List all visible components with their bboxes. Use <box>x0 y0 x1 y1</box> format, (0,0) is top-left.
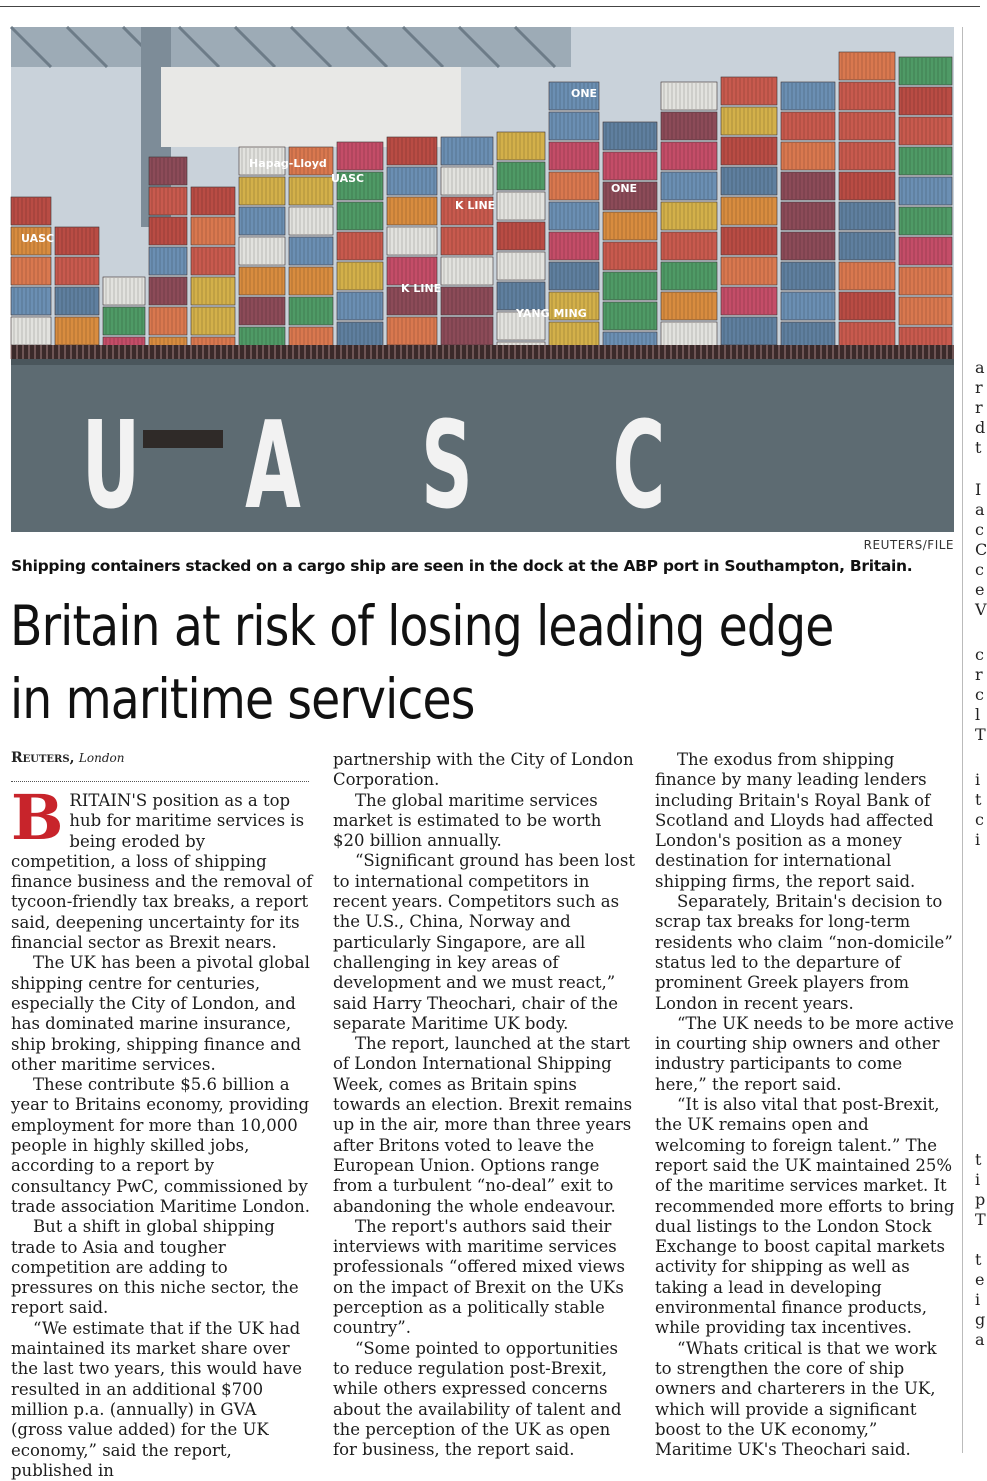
adjacent-article-glyph: a <box>975 500 985 519</box>
article-paragraph: The report's authors said their interviews with maritime services professionals “offered mixed views on the impact of Brexit on the UKs perception as a politically stable country”. <box>333 1216 625 1338</box>
container <box>721 287 777 315</box>
drop-cap: B <box>11 781 64 854</box>
container <box>441 257 493 285</box>
photo-credit: REUTERS/FILE <box>863 538 954 552</box>
article-paragraph: The UK has been a pivotal global shipping centre for centuries, especially the City of London, and has dominated marine insurance, ship broking, shipping finance and other maritime services. <box>11 953 310 1074</box>
deck-railing <box>11 345 954 359</box>
adjacent-article-glyph: r <box>975 378 983 397</box>
article-paragraph: “We estimate that if the UK had maintained its market share over the last two years, this would have resulted in an additional $700 million p.a. (annually) in GVA (gross value added) for the UK economy,” said the report, published in <box>11 1318 302 1480</box>
container <box>721 317 777 345</box>
article-paragraph: These contribute $5.6 billion a year to Britains economy, providing employment for more than 10,000 people in highly skilled jobs, according to a report by consultancy PwC, commissioned by trade association Maritime London. <box>11 1075 311 1216</box>
container <box>441 287 493 315</box>
headline-line-1: Britain at risk of losing leading edge <box>10 594 834 658</box>
article-paragraph: partnership with the City of London Corporation. <box>333 750 634 790</box>
container <box>839 142 895 170</box>
byline-location: London <box>78 751 125 765</box>
container <box>721 77 777 105</box>
cargo-ship-illustration <box>11 27 954 537</box>
article-column-1 <box>11 781 313 1481</box>
headline <box>10 590 834 736</box>
article-paragraph: “It is also vital that post-Brexit, the UK remains open and welcoming to foreign talent.” The report said the UK maintained 25% of the maritime services market. It recommended more efforts to bring dual listings to the London Stock Exchange to boost capital markets activity for shipping as well as taking a lead in developing environmental finance products, while providing tax incentives. <box>655 1095 955 1338</box>
adjacent-article-glyph: c <box>975 520 984 539</box>
container-logo: YANG MING <box>516 307 587 320</box>
container <box>441 317 493 345</box>
adjacent-article-glyph: C <box>975 540 987 559</box>
adjacent-article-glyph: d <box>975 418 986 437</box>
article-column-3 <box>655 750 957 1460</box>
adjacent-article-glyph: i <box>975 770 981 789</box>
article-paragraph: But a shift in global shipping trade to Asia and tougher competition are adding to pressures on this niche sector, the report said. <box>11 1217 299 1318</box>
headline-line-2: in maritime services <box>10 667 475 731</box>
container <box>441 227 493 255</box>
article-paragraph: “Significant ground has been lost to international competitors in recent years. Competitors such as the U.S., China, Norway and particularly Singapore, are all challenging in key areas of development and we must react,” said Harry Theochari, chair of the separate Maritime UK body. <box>333 851 635 1033</box>
container-logo: UASC <box>21 232 55 245</box>
container <box>11 197 51 225</box>
container <box>661 262 717 290</box>
crane-boom <box>11 27 571 67</box>
adjacent-article-glyph: g <box>975 1310 986 1329</box>
adjacent-article-glyph: l <box>975 705 981 724</box>
hull-band <box>11 359 954 365</box>
container-logo: ONE <box>611 182 638 195</box>
container <box>721 167 777 195</box>
adjacent-article-glyph: t <box>975 438 982 457</box>
container-logo: K LINE <box>455 199 496 212</box>
article-paragraph: “Some pointed to opportunities to reduce regulation post-Brexit, while others expressed concerns about the availability of talent and the perception of the UK as open for business, the report said. <box>333 1338 622 1460</box>
adjacent-article-glyph: V <box>975 600 987 619</box>
container <box>441 137 493 165</box>
container-logo: K LINE <box>401 282 442 295</box>
container <box>839 52 895 80</box>
adjacent-article-glyph: r <box>975 398 983 417</box>
container <box>441 167 493 195</box>
container <box>661 112 717 140</box>
container <box>839 262 895 290</box>
adjacent-article-glyph: a <box>975 358 985 377</box>
byline-agency: Reuters, <box>11 750 75 766</box>
adjacent-article-glyph: T <box>975 725 986 744</box>
container <box>839 112 895 140</box>
adjacent-article-glyph: c <box>975 645 984 664</box>
container <box>661 232 717 260</box>
article-column-2 <box>333 750 635 1460</box>
adjacent-article-glyph: i <box>975 1290 981 1309</box>
container <box>839 292 895 320</box>
adjacent-article-glyph: c <box>975 560 984 579</box>
adjacent-article-glyph: r <box>975 665 983 684</box>
adjacent-article-glyph: t <box>975 1150 982 1169</box>
container <box>103 277 145 305</box>
container <box>839 202 895 230</box>
adjacent-article-glyph: e <box>975 1270 985 1289</box>
container <box>11 257 51 285</box>
article-paragraph: “The UK needs to be more active in courting ship owners and other industry participants to come here,” the report said. <box>655 1013 954 1094</box>
adjacent-article-glyph: T <box>975 1210 986 1229</box>
adjacent-article-glyph: I <box>975 480 982 499</box>
adjacent-article-glyph: c <box>975 685 984 704</box>
container <box>839 232 895 260</box>
container <box>103 307 145 335</box>
container <box>721 197 777 225</box>
container <box>661 172 717 200</box>
container <box>839 172 895 200</box>
article-paragraph: Separately, Britain's decision to scrap tax breaks for long-term residents who claim “non-domicile” status led to the departure of prominent Greek players from London in recent years. <box>655 892 953 1013</box>
adjacent-article-glyph: i <box>975 1170 981 1189</box>
container-logo: ONE <box>571 87 598 100</box>
hull-porthole <box>143 430 223 448</box>
hull-letter: U <box>81 396 141 537</box>
hull-letter: A <box>245 396 301 537</box>
article-paragraph: The exodus from shipping finance by many leading lenders including Britain's Royal Bank of Scotland and Lloyds had affected London's position as a money destination for international shipping firms, the report said. <box>655 750 934 891</box>
container <box>11 287 51 315</box>
container <box>661 142 717 170</box>
article-paragraph: “Whats critical is that we work to strengthen the core of ship owners and charterers in the UK, which will provide a significant boost to the UK economy,” Maritime UK's Theochari said. <box>655 1338 937 1460</box>
top-rule <box>0 6 980 7</box>
container <box>721 227 777 255</box>
adjacent-article-edge <box>962 27 987 1453</box>
container <box>721 107 777 135</box>
adjacent-article-glyph: t <box>975 790 982 809</box>
adjacent-article-glyph: e <box>975 580 985 599</box>
container <box>721 257 777 285</box>
container <box>661 202 717 230</box>
article-paragraph: The global maritime services market is estimated to be worth $20 billion annually. <box>333 790 602 851</box>
container <box>661 292 717 320</box>
adjacent-article-glyph: a <box>975 1330 985 1349</box>
container-logo: UASC <box>331 172 365 185</box>
container <box>839 82 895 110</box>
container <box>661 82 717 110</box>
container <box>11 317 51 345</box>
adjacent-article-glyph: t <box>975 1250 982 1269</box>
article-paragraph <box>11 781 313 953</box>
news-photo <box>11 27 954 537</box>
hull-letter: S <box>421 396 473 537</box>
lead-text: RITAIN'S position as a top hub for maritime services is being eroded by competition, a loss of shipping finance business and the removal of tycoon-friendly tax breaks, a report said, deepening uncertainty for its financial sector as Brexit nears. <box>11 791 313 953</box>
byline <box>11 750 309 766</box>
adjacent-article-glyph: i <box>975 830 981 849</box>
photo-caption: Shipping containers stacked on a cargo ship are seen in the dock at the ABP port in Southampton, Britain. <box>11 557 913 575</box>
container <box>721 137 777 165</box>
hull-letter: C <box>612 396 666 537</box>
ship-bridge <box>161 67 461 147</box>
adjacent-article-glyph: p <box>975 1190 986 1209</box>
article-paragraph: The report, launched at the start of London International Shipping Week, comes as Britain spins towards an election. Brexit remains up in the air, more than three years after Britons voted to leave the European Union. Options range from a turbulent “no-deal” exit to abandoning the whole endeavour. <box>333 1034 633 1216</box>
adjacent-article-glyph: c <box>975 810 984 829</box>
container-logo: Hapag-Lloyd <box>249 157 327 170</box>
